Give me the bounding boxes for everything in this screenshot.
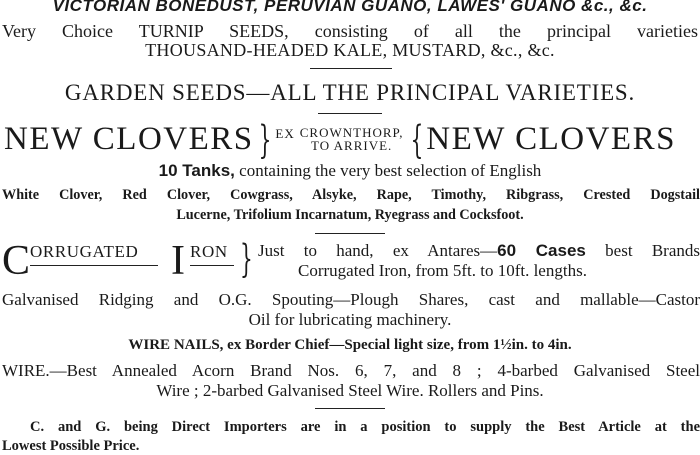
new-clovers-left: NEW CLOVERS [4,120,254,157]
corrugated-iron-block [0,238,700,288]
clover-list-line-1 [2,187,700,204]
tanks-count: 10 Tanks, [158,161,235,180]
garden-seeds-heading [0,80,700,106]
galvanised-line-1 [2,290,700,310]
galvanised-text-2: Oil for lubricating machinery. [248,310,452,329]
iron-text-1-post: best Brands [585,241,700,260]
wire-line-1 [2,361,700,381]
tanks-text: containing the very best selection of English [234,161,542,180]
new-clovers-right: NEW CLOVERS [426,120,676,157]
kale-mustard-line [0,40,700,61]
iron-cases-count: 60 Cases [497,241,586,260]
divider-rule [310,68,392,69]
clover-list-text-1: White Clover, Red Clover, Cowgrass, Alsyke, Rape, Timothy, Ribgrass, Crested Dogstail [2,187,700,203]
ex-label: EX [275,126,295,141]
fertiliser-heading-text: VICTORIAN BONEDUST, PERUVIAN GUANO, LAWES' GUANO &c., &c. [52,0,648,15]
tanks-line [0,161,700,181]
corrugated-word: ORRUGATED [30,242,139,261]
wire-line-2 [0,381,700,401]
clover-list-line-2 [0,207,700,224]
iron-text-1-pre: Just to hand, ex Antares— [258,241,498,260]
brace-icon: } [240,238,253,281]
divider-rule [190,265,234,266]
new-clovers-banner [0,117,700,161]
turnip-seeds-line [2,21,698,42]
iron-initial-i: I [171,238,185,284]
divider-rule [315,408,385,409]
iron-text-line-1 [258,241,700,261]
garden-seeds-text: GARDEN SEEDS—ALL THE PRINCIPAL VARIETIES. [64,80,636,105]
turnip-seeds-text: Very Choice TURNIP SEEDS, consisting of all the principal varieties [2,21,698,41]
fertiliser-heading [0,0,700,16]
iron-word: RON [190,242,228,261]
divider-rule [318,113,382,114]
brace-icon: } [258,117,272,161]
clover-source-top: CROWNTHORP, [299,125,404,140]
footer-line-2 [2,438,700,455]
clover-source-bottom: TO ARRIVE. [311,138,393,153]
footer-text-1: C. and G. being Direct Importers are in a position to supply the Best Article at the [30,419,700,435]
clover-list-text-2: Lucerne, Trifolium Incarnatum, Ryegrass and Cocksfoot. [176,207,524,223]
divider-rule [315,233,385,234]
wire-nails-text: WIRE NAILS, ex Border Chief—Special light size, from 1½in. to 4in. [128,337,572,353]
wire-text-1: WIRE.—Best Annealed Acorn Brand Nos. 6, 7, and 8 ; 4-barbed Galvanised Steel [2,361,700,380]
iron-text-line-2: Corrugated Iron, from 5ft. to 10ft. lengths. [298,261,587,280]
footer-line-1 [30,419,700,436]
footer-text-2: Lowest Possible Price. [2,438,140,454]
galvanised-text-1: Galvanised Ridging and O.G. Spouting—Plough Shares, cast and mallable—Castor [2,290,700,309]
wire-text-2: Wire ; 2-barbed Galvanised Steel Wire. Rollers and Pins. [156,381,544,400]
wire-nails-line [0,337,700,354]
corrugated-initial-c: C [2,238,31,284]
clover-source [300,126,404,152]
divider-rule [30,265,158,266]
galvanised-line-2 [0,310,700,330]
brace-icon: { [410,117,424,161]
kale-mustard-text: THOUSAND-HEADED KALE, MUSTARD, &c., &c. [145,40,555,60]
